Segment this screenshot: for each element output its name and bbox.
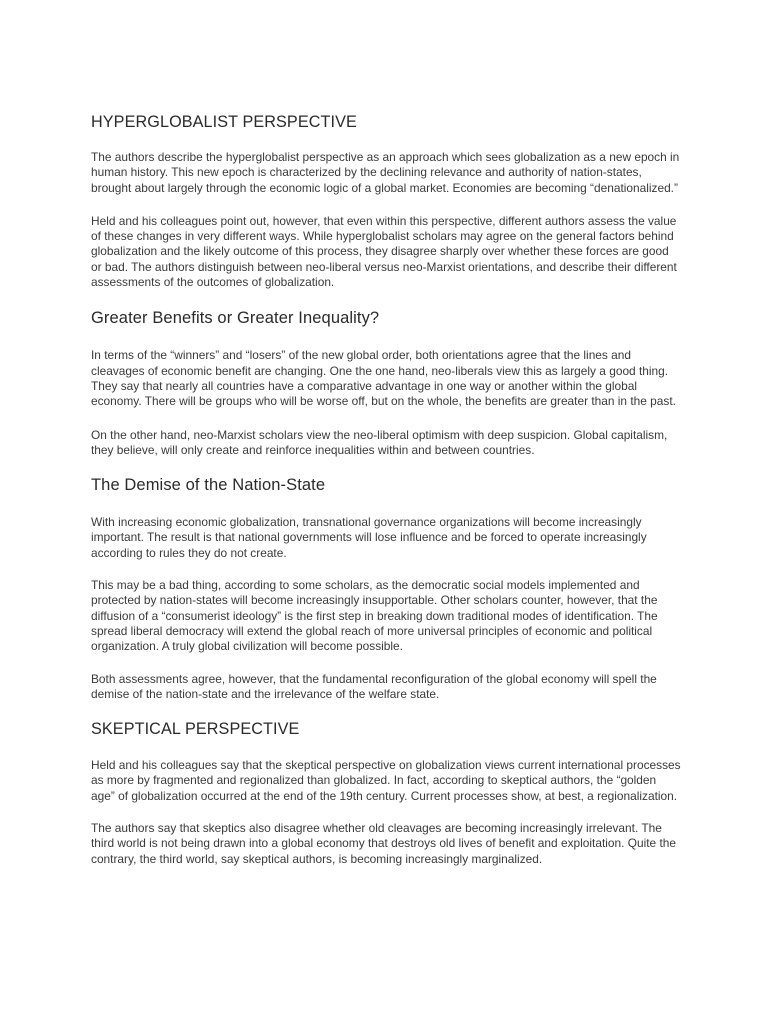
paragraph: This may be a bad thing, according to some scholars, as the democratic social models implemented and protected by nation-states will become increasingly insupportable. Other scholars counter, however, that the diffusion of a “consumerist ideology” is the first step in breaking down traditional modes of identification. The spread liberal democracy will extend the global reach of more universal principles of economic and political organization. A truly global civilization will become possible. xyxy=(91,578,658,654)
paragraph: The authors describe the hyperglobalist perspective as an approach which sees globalization as a new epoch in human history. This new epoch is characterized by the declining relevance and authority of nation-states, brought about largely through the economic logic of a global market. Economies are becoming “denationalized.” xyxy=(91,150,680,195)
document-page xyxy=(91,112,681,867)
paragraph: In terms of the “winners” and “losers” of the new global order, both orientations agree that the lines and cleavages of economic benefit are changing. One the one hand, neo-liberals view this as largely a good thing. They say that nearly all countries have a comparative advantage in one way or another within the global economy. There will be groups who will be worse off, but on the whole, the benefits are greater than in the past. xyxy=(91,348,676,409)
heading-demise-of-nation-state: The Demise of the Nation-State xyxy=(91,476,326,495)
heading-skeptical-perspective: SKEPTICAL PERSPECTIVE xyxy=(91,720,300,739)
heading-hyperglobalist-perspective: HYPERGLOBALIST PERSPECTIVE xyxy=(91,113,357,131)
paragraph: With increasing economic globalization, transnational governance organizations will become increasingly important. The result is that national governments will lose influence and be forced to operate increasingly according to rules they do not create. xyxy=(91,515,647,560)
paragraph: The authors say that skeptics also disagree whether old cleavages are becoming increasingly irrelevant. The third world is not being drawn into a global economy that destroys old lives of benefit and exploitation. Quite the contrary, the third world, say skeptical authors, is becoming increasingly marginalized. xyxy=(91,821,676,866)
paragraph: Both assessments agree, however, that the fundamental reconfiguration of the global economy will spell the demise of the nation-state and the irrelevance of the welfare state. xyxy=(91,671,657,701)
paragraph: Held and his colleagues point out, however, that even within this perspective, different authors assess the value of these changes in very different ways. While hyperglobalist scholars may agree on the general factors behind globalization and the likely outcome of this process, they disagree sharply over whether these forces are good or bad. The authors distinguish between neo-liberal versus neo-Marxist orientations, and describe their different assessments of the outcomes of globalization. xyxy=(91,213,677,290)
paragraph: Held and his colleagues say that the skeptical perspective on globalization views current international processes as more by fragmented and regionalized than globalized. In fact, according to skeptical authors, the “golden age” of globalization occurred at the end of the 19th century. Current processes show, at best, a regionalization. xyxy=(91,758,681,803)
paragraph: On the other hand, neo-Marxist scholars view the neo-liberal optimism with deep suspicion. Global capitalism, they believe, will only create and reinforce inequalities within and between countries. xyxy=(91,427,668,457)
heading-greater-benefits: Greater Benefits or Greater Inequality? xyxy=(91,309,380,328)
